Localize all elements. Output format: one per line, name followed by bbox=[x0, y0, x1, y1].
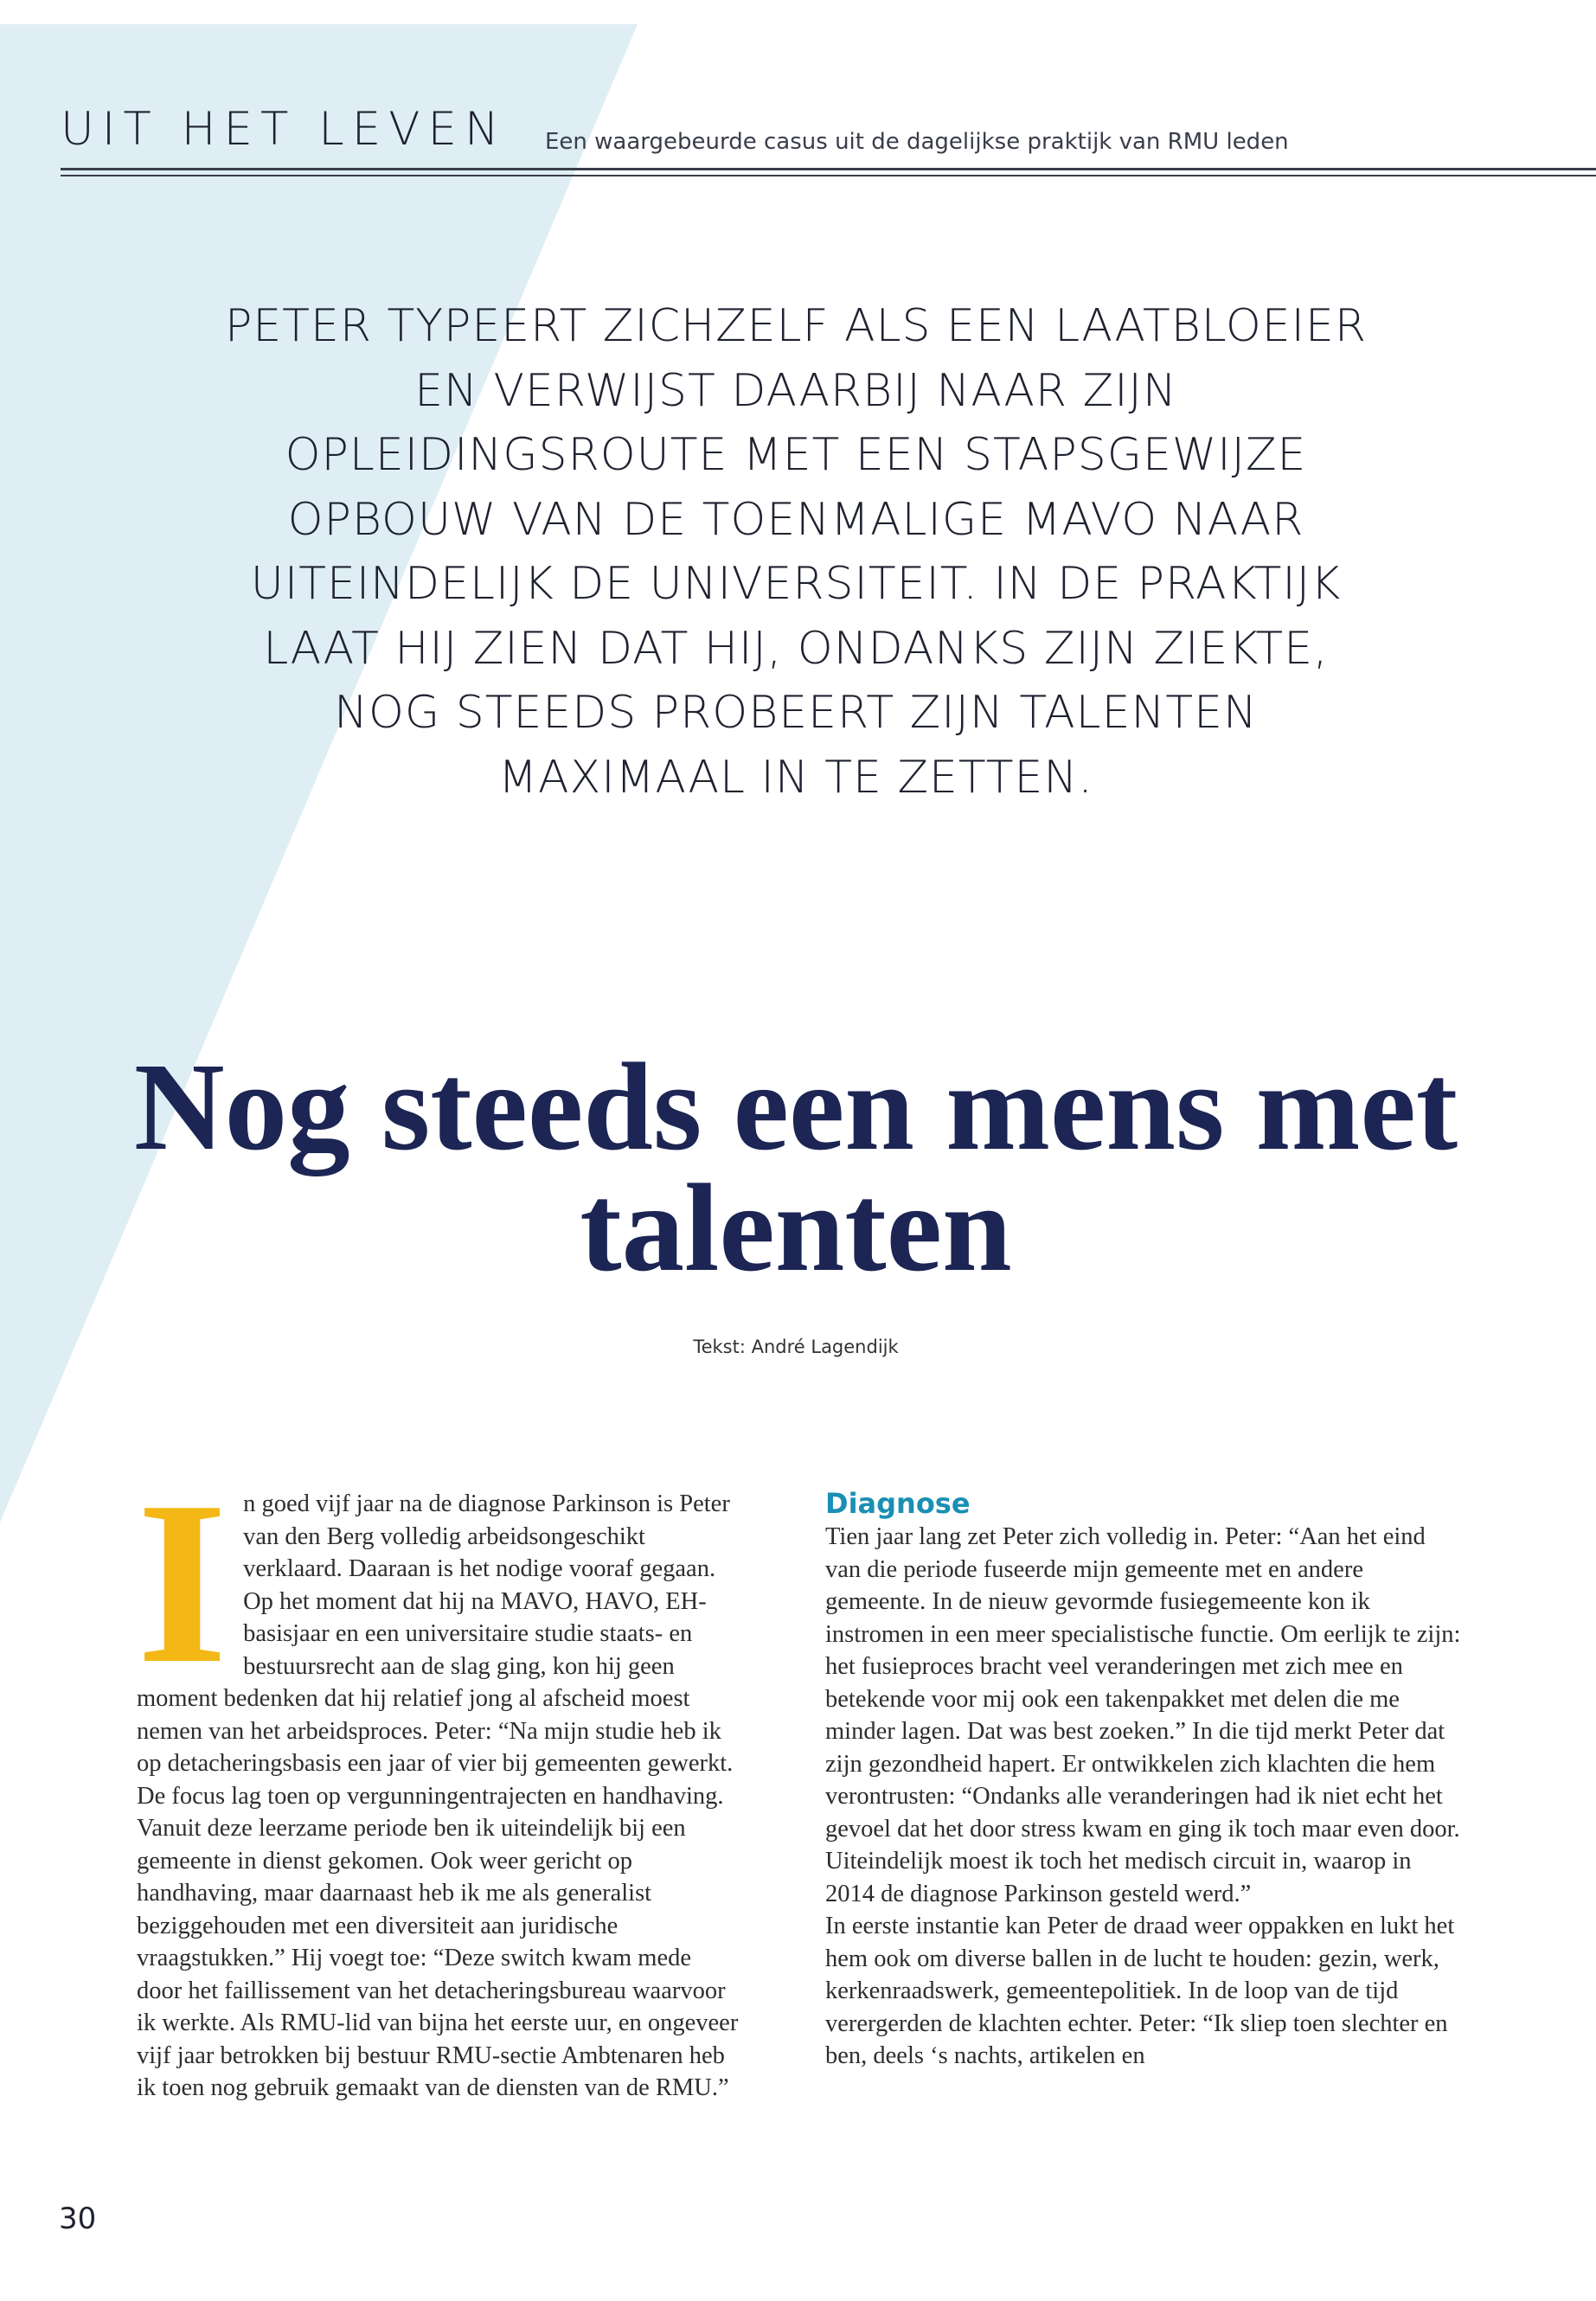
section-header bbox=[61, 104, 1596, 182]
page-number: 30 bbox=[59, 2202, 97, 2236]
byline: Tekst: André Lagendijk bbox=[693, 1336, 899, 1357]
header-rule bbox=[61, 168, 1596, 170]
article-column-left bbox=[137, 1453, 742, 2105]
intro-lead: PETER TYPEERT ZICHZELF ALS EEN LAATBLOEIER EN VERWIJST DAARBIJ NAAR ZIJN OPLEIDINGSROUTE MET EEN STAPSGEWIJZE OPBOUW VAN DE TOENMALIGE MAVO NAAR UITEINDELIJK DE UNIVERSITEIT. IN DE PRAKTIJK LAAT HIJ ZIEN DAT HIJ, ONDANKS ZIJN ZIEKTE, NOG STEEDS PROBEERT ZIJN TALENTEN MAXIMAAL IN TE ZETTEN. bbox=[225, 300, 1367, 804]
header-rule-secondary bbox=[61, 175, 1596, 176]
section-subtitle: Een waargebeurde casus uit de dagelijkse praktijk van RMU leden bbox=[545, 129, 1289, 155]
drop-cap: I bbox=[137, 1453, 228, 1712]
article-title: Nog steeds een mens met talenten bbox=[133, 1038, 1458, 1298]
article-paragraph: Tien jaar lang zet Peter zich volledig in. Peter: “Aan het eind van die periode fuseerde mijn gemeente met en andere gemeente. In de nieuw gevormde fusiegemeente kon ik instromen in een meer specialistische functie. Om eerlijk te zijn: het fusieproces bracht veel veranderingen met zich mee en betekende voor mij ook een takenpakket met delen die me minder lagen. Dat was best zoeken.” In die tijd merkt Peter dat zijn gezondheid hapert. Er ontwikkelen zich klachten die hem verontrusten: “Ondanks alle veranderingen had ik niet echt het gevoel dat het door stress kwam en ging ik toch maar even door. Uiteindelijk moest ik toch het medisch circuit in, waarop in 2014 de diagnose Parkinson gesteld werd.” bbox=[825, 1523, 1461, 1907]
article-paragraph: In eerste instantie kan Peter de draad weer oppakken en lukt het hem ook om diverse ballen in de lucht te houden: gezin, werk, kerkenraadswerk, gemeentepolitiek. In de loop van de tijd verergerden de klachten echter. Peter: “Ik sliep toen slechter en ben, deels ‘s nachts, artikelen en bbox=[825, 1913, 1455, 2069]
article-column-right bbox=[825, 1486, 1465, 2073]
article-paragraph: n goed vijf jaar na de diagnose Parkinson is Peter van den Berg volledig arbeidsongeschikt verklaard. Daaraan is het nodige vooraf gegaan. Op het moment dat hij na MAVO, HAVO, EH-basisjaar en een universitaire studie staats- en bestuursrecht aan de slag ging, kon hij geen moment bedenken dat hij relatief jong al afscheid moest nemen van het arbeidsproces. Peter: “Na mijn studie heb ik op detacheringsbasis een jaar of vier bij gemeenten gewerkt. De focus lag toen op vergunningentrajecten en handhaving. Vanuit deze leerzame periode ben ik uiteindelijk bij een gemeente in dienst gekomen. Ook weer gericht op handhaving, maar daarnaast heb ik me als generalist beziggehouden met een diversiteit aan juridische vraagstukken.” Hij voegt toe: “Deze switch kwam mede door het faillissement van het detacheringsbureau waarvoor ik werkte. Als RMU-lid van bijna het eerste uur, en ongeveer vijf jaar betrokken bij bestuur RMU-sectie Ambtenaren heb ik toen nog gebruik gemaakt van de diensten van de RMU.” bbox=[137, 1490, 739, 2101]
section-heading: Diagnose bbox=[825, 1487, 971, 1520]
section-title: UIT HET LEVEN bbox=[61, 103, 507, 156]
